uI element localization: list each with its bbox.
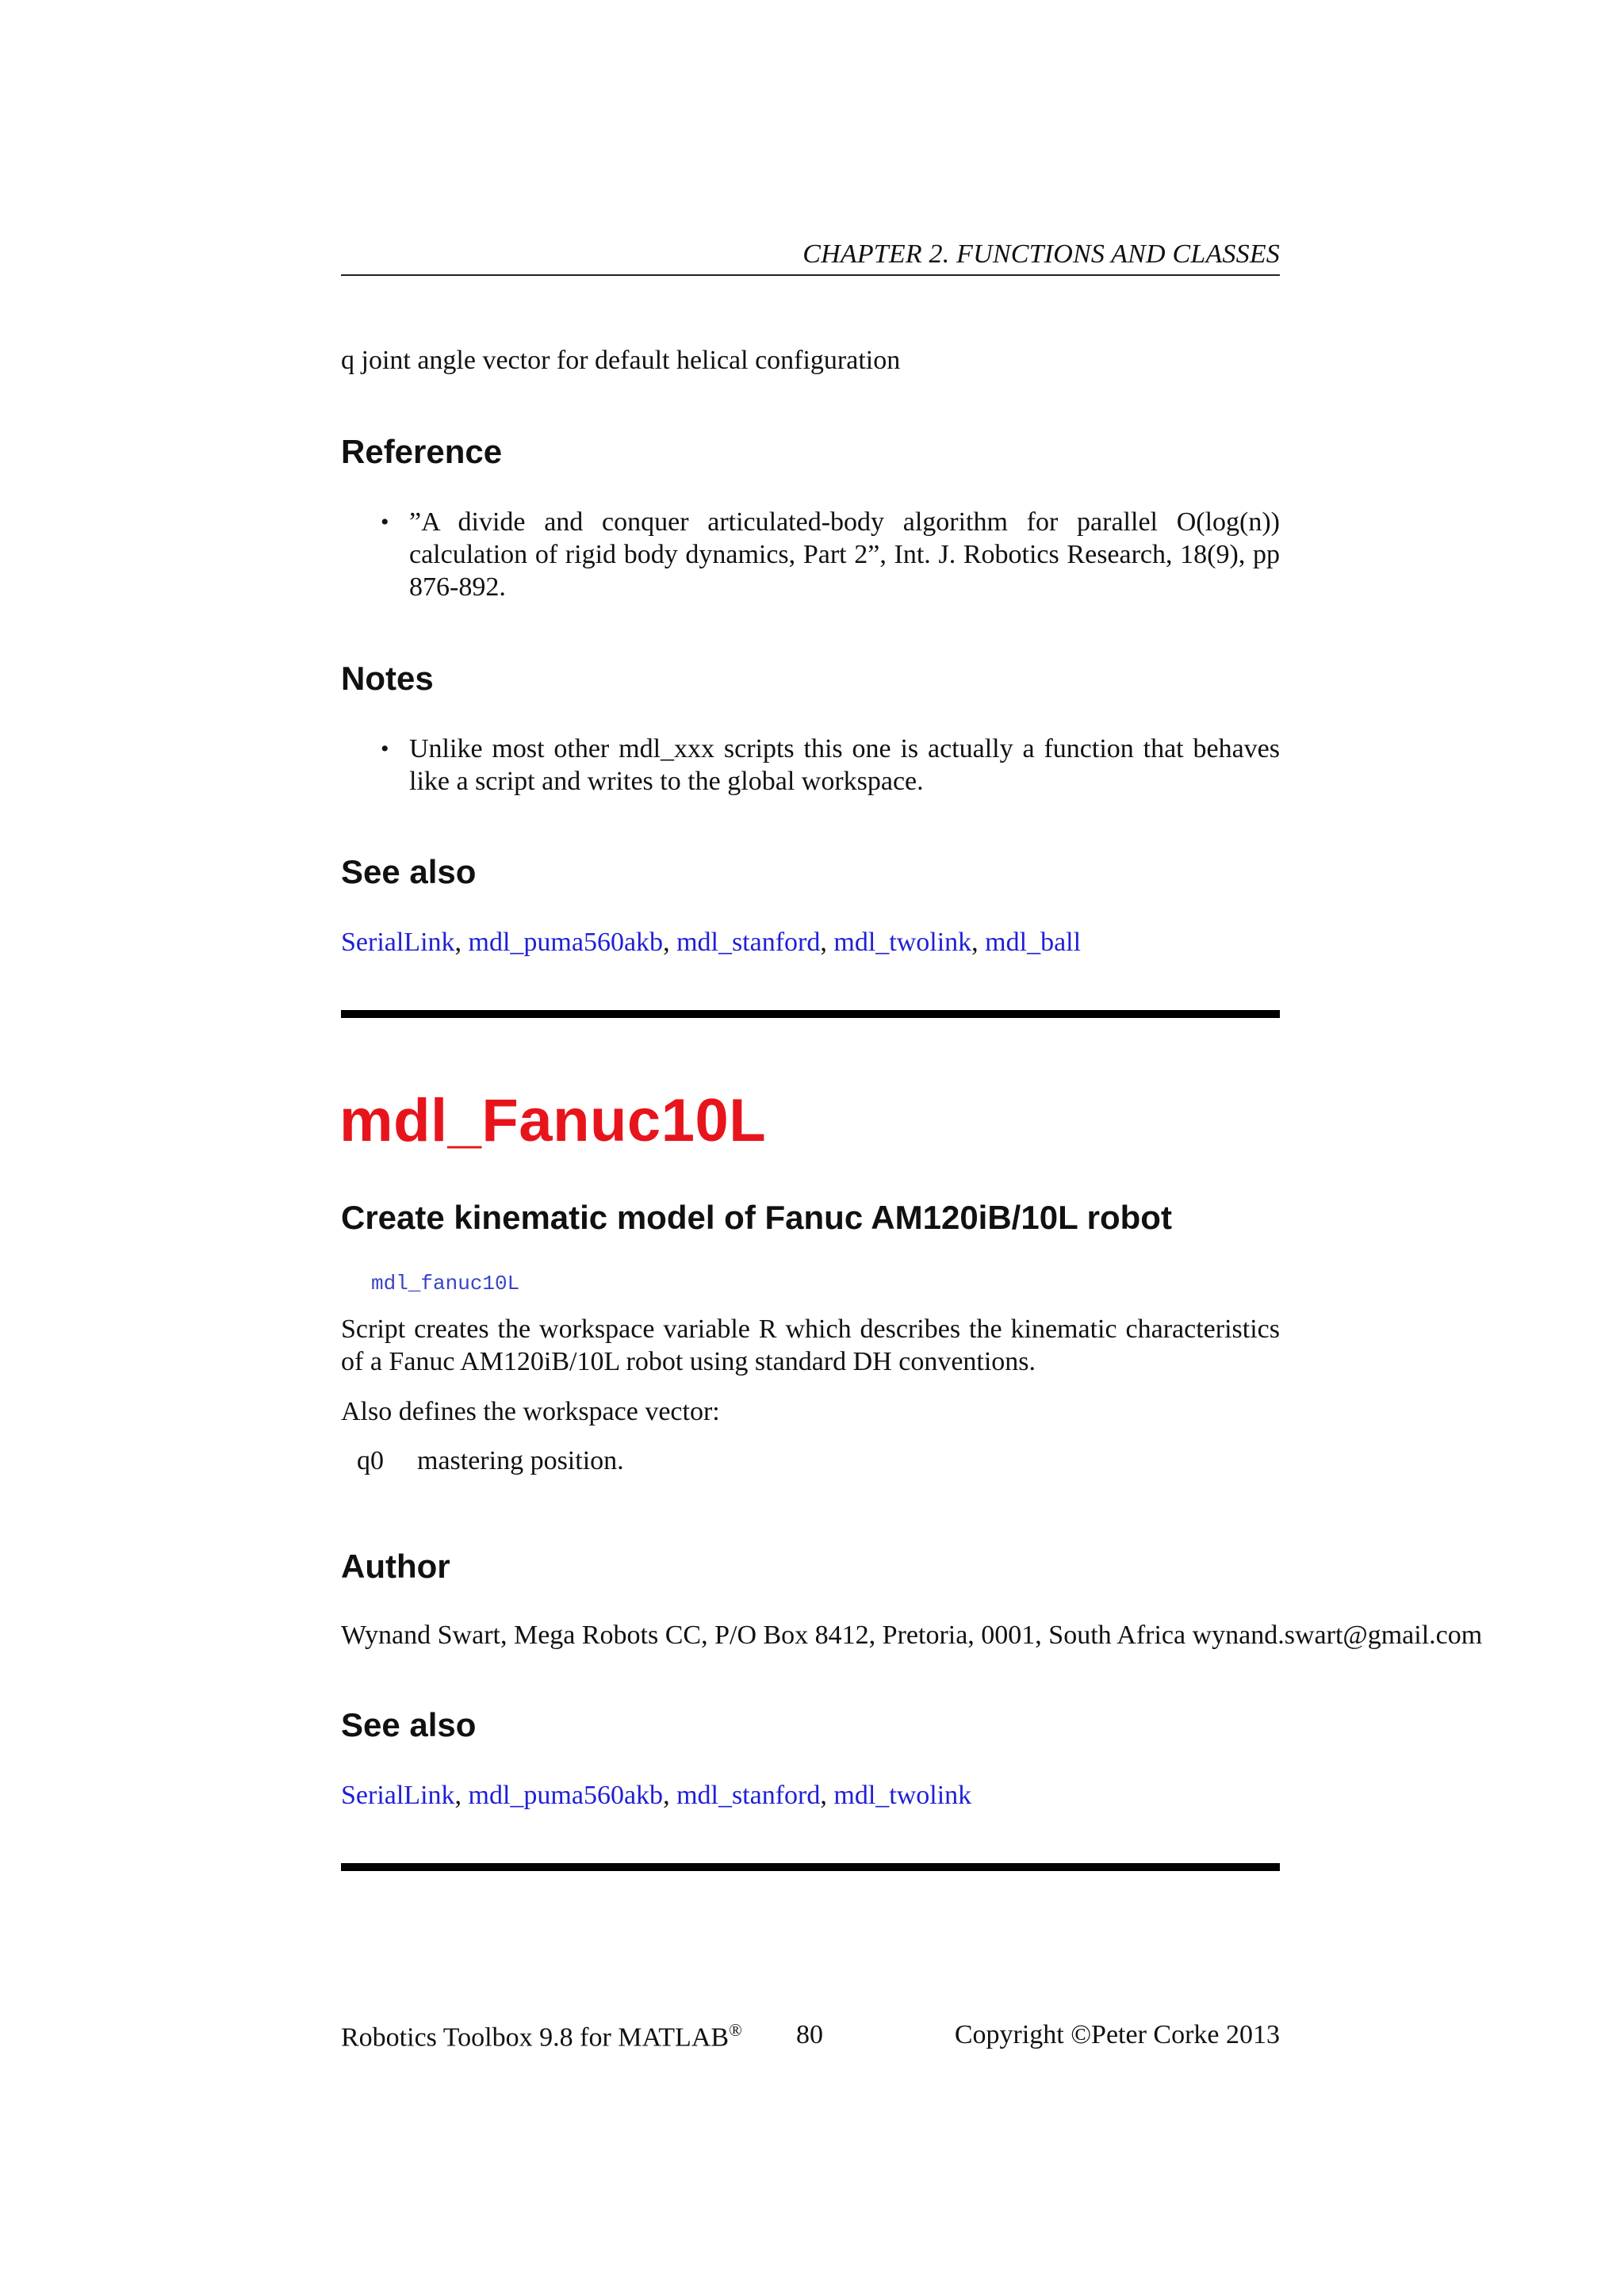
link-separator: , — [820, 1781, 834, 1810]
page-number: 80 — [796, 2020, 823, 2049]
author-text: Wynand Swart, Mega Robots CC, P/O Box 8412, Pretoria, 0001, South Africa wynand.swart@gmail.com — [341, 1621, 1483, 1650]
also-defines-line: Also defines the workspace vector: — [341, 1397, 720, 1426]
link-separator: , — [454, 1781, 469, 1810]
see-also-heading: See also — [341, 1706, 477, 1743]
footer-copyright: Copyright ©Peter Corke 2013 — [954, 2020, 1280, 2049]
running-header: CHAPTER 2. FUNCTIONS AND CLASSES — [802, 239, 1280, 269]
header-rule — [341, 274, 1280, 276]
description-paragraph: Script creates the workspace variable R which describes the kinematic characteristics of a Fanuc AM120iB/10L robot using standard DH conventions. — [341, 1314, 1280, 1376]
notes-item — [341, 733, 1280, 798]
variable-name: q0 — [357, 1446, 384, 1475]
link-mdl-twolink[interactable]: mdl_twolink — [833, 1781, 972, 1810]
function-title: mdl_Fanuc10L — [339, 1087, 767, 1154]
footer-left — [341, 2020, 742, 2053]
link-seriallink[interactable]: SerialLink — [341, 928, 455, 957]
usage-code: mdl_fanuc10L — [371, 1272, 520, 1295]
reference-text: ”A divide and conquer articulated-body algorithm for parallel O(log(n)) calculation of rigid body dynamics, Part 2”, Int. J. Robotics Research, 18(9), pp 876-892. — [409, 507, 1280, 602]
link-separator: , — [971, 928, 986, 957]
see-also-heading: See also — [341, 853, 477, 890]
link-separator: , — [820, 928, 834, 957]
reference-item — [341, 506, 1280, 603]
bullet-icon: • — [381, 736, 389, 762]
registered-mark: ® — [729, 2020, 742, 2040]
link-seriallink[interactable]: SerialLink — [341, 1781, 455, 1810]
link-separator: , — [454, 928, 469, 957]
q-parameter-line: q joint angle vector for default helical configuration — [341, 346, 901, 375]
link-separator: , — [663, 928, 677, 957]
link-separator: , — [663, 1781, 677, 1810]
function-subtitle: Create kinematic model of Fanuc AM120iB/10L robot — [341, 1199, 1172, 1236]
link-mdl-stanford[interactable]: mdl_stanford — [676, 928, 821, 957]
section-divider — [341, 1863, 1280, 1871]
footer-title: Robotics Toolbox 9.8 for MATLAB — [341, 2022, 730, 2053]
notes-heading: Notes — [341, 660, 434, 697]
see-also-links — [341, 926, 1081, 959]
bullet-icon: • — [381, 509, 389, 535]
variable-description: mastering position. — [417, 1446, 624, 1475]
author-heading: Author — [341, 1548, 450, 1585]
notes-text: Unlike most other mdl_xxx scripts this one is actually a function that behaves like a script and writes to the global workspace. — [409, 734, 1280, 796]
link-mdl-twolink[interactable]: mdl_twolink — [833, 928, 972, 957]
link-mdl-stanford[interactable]: mdl_stanford — [676, 1781, 821, 1810]
reference-heading: Reference — [341, 433, 503, 470]
link-mdl-puma560akb[interactable]: mdl_puma560akb — [468, 1781, 664, 1810]
link-mdl-puma560akb[interactable]: mdl_puma560akb — [468, 928, 664, 957]
link-mdl-ball[interactable]: mdl_ball — [985, 928, 1082, 957]
section-divider — [341, 1010, 1280, 1018]
see-also-links — [341, 1779, 971, 1812]
